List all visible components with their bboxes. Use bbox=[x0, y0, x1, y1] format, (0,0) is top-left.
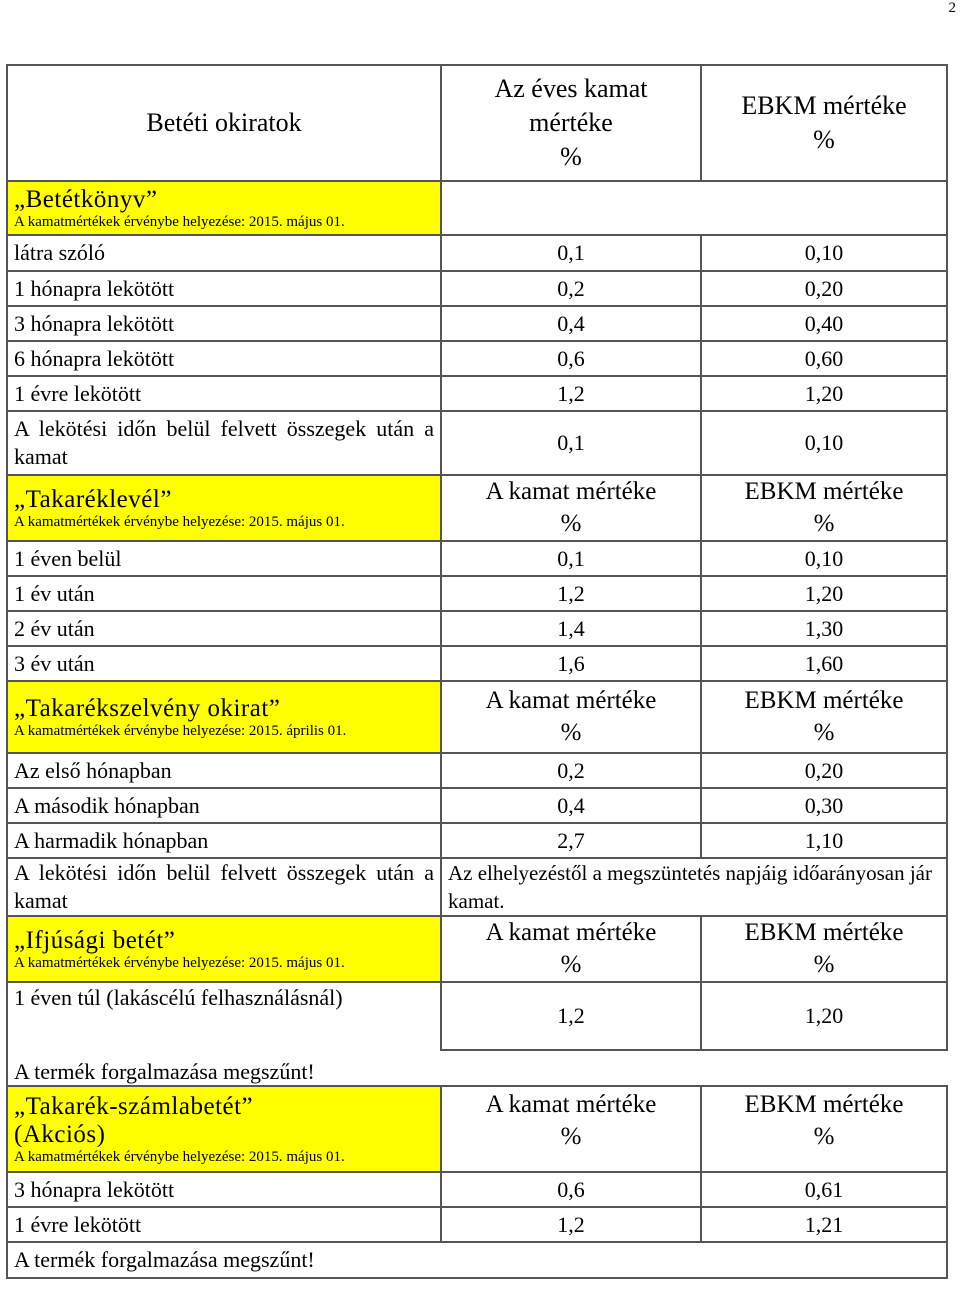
section-title-line2: (Akciós) bbox=[14, 1120, 106, 1148]
table-row bbox=[7, 982, 947, 1050]
section-col2-header bbox=[441, 681, 701, 753]
row-rate: 0,1 bbox=[441, 235, 701, 271]
table-row bbox=[7, 753, 947, 788]
row-rate: 0,4 bbox=[441, 306, 701, 341]
col3-unit: % bbox=[813, 510, 835, 537]
table-row bbox=[7, 788, 947, 823]
row-label: 1 évre lekötött bbox=[7, 1207, 441, 1242]
col3-unit: % bbox=[813, 951, 835, 978]
section-betetkonyv-header bbox=[7, 181, 947, 235]
row-ebkm: 1,20 bbox=[701, 982, 947, 1050]
col2-label: A kamat mértéke bbox=[485, 919, 657, 946]
rates-table bbox=[6, 64, 948, 1279]
section-takarekszelveny-header bbox=[7, 681, 947, 753]
section-col2-header bbox=[441, 916, 701, 982]
col2-label: A kamat mértéke bbox=[485, 478, 657, 505]
header-col2-line3: % bbox=[560, 142, 582, 171]
row-label: 1 évre lekötött bbox=[7, 376, 441, 411]
col3-unit: % bbox=[813, 719, 835, 746]
row-span-note: Az elhelyezéstől a megszüntetés napjáig időarányosan jár kamat. bbox=[441, 858, 947, 916]
row-label: A lekötési időn belül felvett összegek után a kamat bbox=[7, 411, 441, 475]
col2-unit: % bbox=[560, 1123, 582, 1150]
section-title: „Takaréklevél” bbox=[14, 485, 172, 513]
section-title: „Ifjúsági betét” bbox=[14, 926, 176, 954]
col3-label: EBKM mértéke bbox=[744, 919, 904, 946]
row-rate: 1,2 bbox=[441, 376, 701, 411]
col3-label: EBKM mértéke bbox=[744, 1091, 904, 1118]
row-rate: 1,6 bbox=[441, 646, 701, 681]
header-col2-line1: Az éves kamat bbox=[494, 74, 648, 103]
col2-label: A kamat mértéke bbox=[485, 1091, 657, 1118]
section-col3-header bbox=[701, 475, 947, 541]
row-ebkm: 1,20 bbox=[701, 376, 947, 411]
row-rate: 1,2 bbox=[441, 982, 701, 1050]
row-label: 1 hónapra lekötött bbox=[7, 271, 441, 306]
row-rate: 1,2 bbox=[441, 1207, 701, 1242]
section-empty-cell bbox=[441, 181, 947, 235]
row-ebkm: 0,10 bbox=[701, 541, 947, 576]
row-ebkm: 0,60 bbox=[701, 341, 947, 376]
row-label: A második hónapban bbox=[7, 788, 441, 823]
section-ifjusagi-header bbox=[7, 916, 947, 982]
section-title: „Betétkönyv” bbox=[14, 185, 158, 213]
table-row-special bbox=[7, 858, 947, 916]
row-label: 3 hónapra lekötött bbox=[7, 1172, 441, 1207]
row-ebkm: 0,20 bbox=[701, 271, 947, 306]
section-title-cell bbox=[7, 916, 441, 982]
product-discontinued-row bbox=[7, 1242, 947, 1278]
section-col3-header bbox=[701, 916, 947, 982]
header-col3 bbox=[701, 65, 947, 181]
row-ebkm: 0,30 bbox=[701, 788, 947, 823]
row-label: Az első hónapban bbox=[7, 753, 441, 788]
row-label: 3 hónapra lekötött bbox=[7, 306, 441, 341]
table-row bbox=[7, 1172, 947, 1207]
discontinued-note: A termék forgalmazása megszűnt! bbox=[7, 1242, 947, 1278]
table-row bbox=[7, 541, 947, 576]
row-ebkm: 0,61 bbox=[701, 1172, 947, 1207]
row-label: 2 év után bbox=[7, 611, 441, 646]
discontinued-note: A termék forgalmazása megszűnt! bbox=[7, 1050, 441, 1086]
row-rate: 0,2 bbox=[441, 753, 701, 788]
row-ebkm: 1,21 bbox=[701, 1207, 947, 1242]
row-rate: 2,7 bbox=[441, 823, 701, 858]
col3-label: EBKM mértéke bbox=[744, 687, 904, 714]
row-ebkm: 1,60 bbox=[701, 646, 947, 681]
product-discontinued-row bbox=[7, 1050, 947, 1086]
row-label: A harmadik hónapban bbox=[7, 823, 441, 858]
row-rate: 0,6 bbox=[441, 341, 701, 376]
section-title-cell bbox=[7, 475, 441, 541]
section-title-cell bbox=[7, 681, 441, 753]
section-note: A kamatmértékek érvénybe helyezése: 2015. május 01. bbox=[14, 213, 345, 230]
col2-label: A kamat mértéke bbox=[485, 687, 657, 714]
section-title: „Takarékszelvény okirat” bbox=[14, 694, 281, 722]
row-label: 3 év után bbox=[7, 646, 441, 681]
section-col2-header bbox=[441, 1086, 701, 1172]
section-title-cell bbox=[7, 181, 441, 235]
table-row bbox=[7, 235, 947, 271]
col2-unit: % bbox=[560, 951, 582, 978]
section-col3-header bbox=[701, 1086, 947, 1172]
table-row bbox=[7, 376, 947, 411]
row-ebkm: 0,40 bbox=[701, 306, 947, 341]
section-note: A kamatmértékek érvénybe helyezése: 2015. május 01. bbox=[14, 513, 345, 530]
section-col2-header bbox=[441, 475, 701, 541]
col2-unit: % bbox=[560, 719, 582, 746]
table-header-row bbox=[7, 65, 947, 181]
row-ebkm: 0,20 bbox=[701, 753, 947, 788]
col3-unit: % bbox=[813, 1123, 835, 1150]
table-row bbox=[7, 646, 947, 681]
table-row bbox=[7, 306, 947, 341]
col2-unit: % bbox=[560, 510, 582, 537]
row-rate: 1,2 bbox=[441, 576, 701, 611]
section-takarekszamla-header bbox=[7, 1086, 947, 1172]
header-col3-line2: % bbox=[813, 125, 835, 154]
section-title-cell bbox=[7, 1086, 441, 1172]
row-ebkm: 0,10 bbox=[701, 411, 947, 475]
section-takareklevel-header bbox=[7, 475, 947, 541]
row-label: A lekötési időn belül felvett összegek után a kamat bbox=[7, 858, 441, 916]
row-rate: 0,2 bbox=[441, 271, 701, 306]
header-col3-line1: EBKM mértéke bbox=[741, 91, 907, 120]
section-note: A kamatmértékek érvénybe helyezése: 2015. május 01. bbox=[14, 954, 345, 971]
row-rate: 0,6 bbox=[441, 1172, 701, 1207]
header-col2 bbox=[441, 65, 701, 181]
row-rate: 0,1 bbox=[441, 541, 701, 576]
table-row bbox=[7, 611, 947, 646]
header-col2-line2: mértéke bbox=[529, 108, 613, 137]
table-row bbox=[7, 271, 947, 306]
section-title-line1: „Takarék-számlabetét” bbox=[14, 1092, 254, 1120]
table-row bbox=[7, 576, 947, 611]
row-label: 1 éven belül bbox=[7, 541, 441, 576]
row-label: 6 hónapra lekötött bbox=[7, 341, 441, 376]
row-ebkm: 1,20 bbox=[701, 576, 947, 611]
row-rate: 1,4 bbox=[441, 611, 701, 646]
section-note: A kamatmértékek érvénybe helyezése: 2015. április 01. bbox=[14, 722, 347, 739]
section-col3-header bbox=[701, 681, 947, 753]
row-ebkm: 0,10 bbox=[701, 235, 947, 271]
table-row bbox=[7, 823, 947, 858]
section-note: A kamatmértékek érvénybe helyezése: 2015. május 01. bbox=[14, 1148, 345, 1165]
table-row bbox=[7, 411, 947, 475]
row-label: látra szóló bbox=[7, 235, 441, 271]
row-ebkm: 1,30 bbox=[701, 611, 947, 646]
table-row bbox=[7, 1207, 947, 1242]
row-rate: 0,1 bbox=[441, 411, 701, 475]
header-col1: Betéti okiratok bbox=[7, 65, 441, 181]
row-label: 1 év után bbox=[7, 576, 441, 611]
row-label: 1 éven túl (lakáscélú felhasználásnál) bbox=[7, 982, 441, 1050]
empty-cell bbox=[441, 1050, 947, 1086]
col3-label: EBKM mértéke bbox=[744, 478, 904, 505]
row-ebkm: 1,10 bbox=[701, 823, 947, 858]
page-number: 2 bbox=[948, 0, 956, 16]
row-rate: 0,4 bbox=[441, 788, 701, 823]
table-row bbox=[7, 341, 947, 376]
